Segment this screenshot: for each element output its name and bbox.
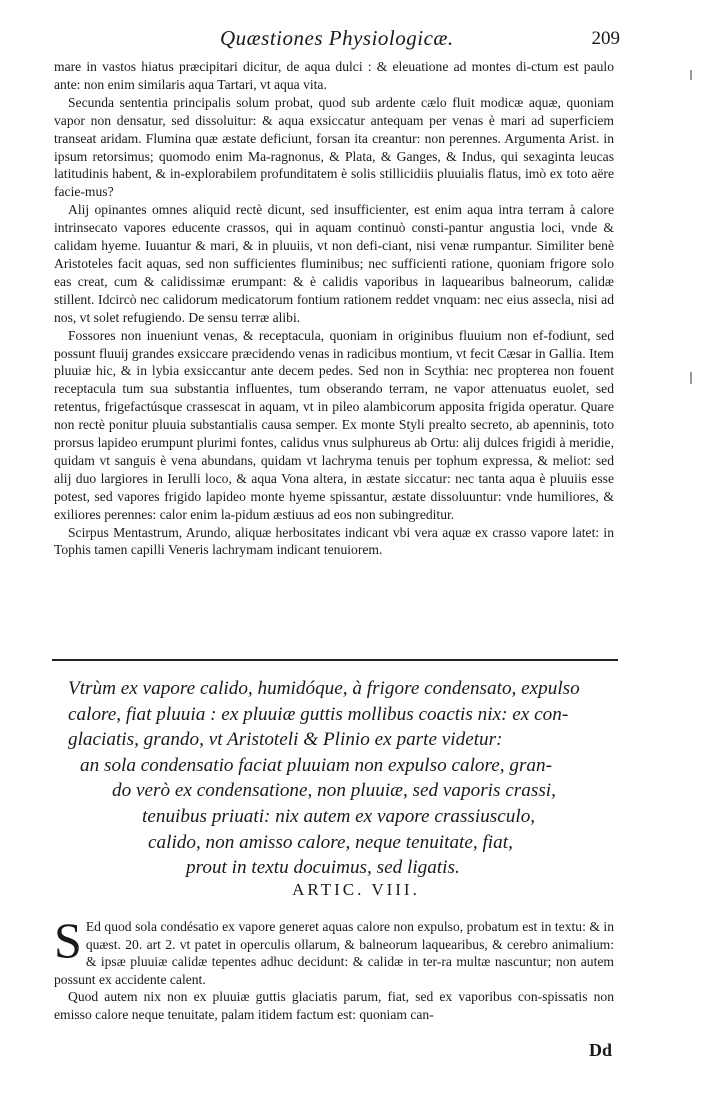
- question-line-7: calido, non amisso calore, neque tenuitate, fiat,: [148, 831, 513, 853]
- page-number: 209: [591, 28, 620, 49]
- article-text: [54, 912, 614, 1024]
- question-line-4: an sola condensatio faciat pluuiam non expulso calore, gran-: [80, 754, 552, 776]
- paragraph-3: Alij opinantes omnes aliquid rectè dicunt, sed insufficienter, est enim aqua intra terram à calore intrinsecato vapores educente crassos, qui in aquam continuò consti-pantur angustia loci, vnde & calidam hyeme. Iuuantur & mari, & in pluuiis, vt non defi-ciant, nisi venæ rumpantur. Similiter benè Aristoteles facit aquas, sed non sufficientes fluminibus; nec sufficienti ratione, quoniam frigore solo eas creat, cum & calidissimæ erumpant: & è calidis vaporibus in laquearibus balneorum, calidæ stillent. Idcircò nec calidorum medicatorum fontium rationem reddet vnquam: nec eius asseclа, nisi ad nos, vt solet refugiendo. De sensu terræ alibi.: [54, 202, 614, 325]
- paragraph-2: Secunda sententia principalis solum probat, quod sub ardente cælo fluit modicæ aquæ, quoniam vapor non densatur, sed dissoluitur: & aqua exsiccatur antequam per venas è mari ad superficiem transeat aridam. Flumina quæ æstate deficiunt, forsan ita creantur: non perennes. Argumenta Arist. in ipsum retorsimus; quomodo enim Ma-ragnonus, & Plata, & Ganges, & Indus, qui sexaginta leucas latitudinis habent, & in-explorabilem profunditatem è solis stillicidiis pluuialis flatus, imò ex toto aëre facie-mus?: [54, 94, 614, 200]
- margin-mark: [690, 70, 692, 80]
- paragraph-4: Fossores non inueniunt venas, & receptacula, quoniam in originibus fluuium non ef-fodiunt, sed possunt fluuij grandes exsiccare præcidendo venas in radicibus montium, vt fecit Cæsar in Gallia. Item pluuiæ hic, & in lybia exsiccantur ante decem pedes. Sed non in Scythia: nec propterea non fouent receptacula tum sua substantia influentes, tum obserando terram, ne vapor attenuatus euolet, sed retentus, frigefactúsque crassescat in aquam, vt in pileo alambicorum apposita frigida operatur. Quare non rectè ponitur pluuia substantialis causa semper. Ex monte Styli prealto secreto, ab apenninis, toto prorsus lapideo erumpunt plurimi fontes, calidus vnus sulphureus ab Ortu: alij dulces frigidi à meridie, quidam vt sanguis è vena abundans, quidam vt lachryma tenuis per tophum expressa, & meliot: sed alij duo largiores in Ierulli loco, & aqua Vona altera, in æstate siccatur: nec tanta aqua è pluuiis esse potest, sed vapores frigido lapideo monte hyeme spissantur, æstate dissoluuntur: vnde humiliores, & exiliores perennes: calor enim la-pidum æstiuus ad eos non subingreditur.: [54, 327, 614, 522]
- paragraph-5: Scirpus Mentastrum, Arundo, aliquæ herbositates indicant vbi vera aquæ ex crasso vapore latet: in Tophis tamen capilli Veneris lachrymam indicant tenuiorem.: [54, 524, 614, 558]
- article-paragraph-2: Quod autem nix non ex pluuiæ guttis glaciatis parum, fiat, sed ex vaporibus con-spissatis non emisso calore neque tenuitate, palam itidem factum est: quoniam can-: [54, 989, 614, 1022]
- catchword: Dd: [588, 1040, 612, 1060]
- question-line-5: do verò ex condensatione, non pluuiæ, sed vaporis crassi,: [112, 780, 556, 802]
- drop-capital: S: [54, 912, 82, 968]
- section-rule: [52, 659, 618, 661]
- running-title: Quæstiones Physiologicæ.: [220, 26, 454, 50]
- question-heading: [68, 676, 610, 881]
- paragraph-1: mare in vastos hiatus præcipitari dicitur, de aqua dulci : & eleuatione ad montes di-ctum est paulo ante: non enim similaris aqua Tartari, vt aqua vita.: [54, 59, 614, 92]
- article-paragraph-1: [54, 912, 614, 988]
- question-line-6: tenuibus priuati: nix autem ex vapore crassiusculo,: [142, 805, 536, 827]
- question-line-3: glaciatis, grando, vt Aristoteli & Plinio ex parte videtur:: [68, 729, 503, 751]
- article-heading: ARTIC. VIII.: [292, 880, 420, 899]
- running-header: [60, 26, 620, 56]
- article-paragraph-1-text: Ed quod sola condésatio ex vapore generet aquas calore non expulso, probatum est in textu: & in quæst. 20. art 2. vt patet in operculis ollarum, & balneorum laquearibus, & cerebro animalium: & ipsæ pluuiæ calidæ tepentes adhuc decidunt: & calidæ in ter-ra multæ nascuntur; non autem possunt ex accidente calent.: [54, 919, 614, 987]
- question-line-2: calore, fiat pluuia : ex pluuiæ guttis mollibus coactis nix: ex con-: [68, 703, 569, 725]
- main-text: [54, 58, 614, 559]
- question-line-8: prout in textu docuimus, sed ligatis.: [186, 857, 460, 879]
- question-line-1: Vtrùm ex vapore calido, humidóque, à frigore condensato, expulso: [68, 678, 580, 699]
- margin-mark: [690, 372, 692, 384]
